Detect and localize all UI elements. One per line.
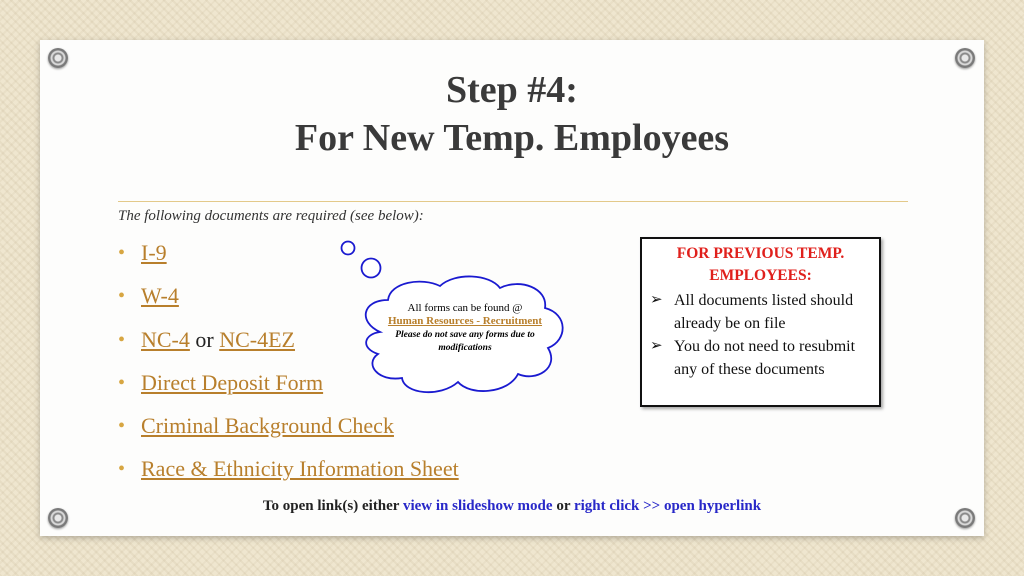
bullet-icon: •	[118, 285, 126, 308]
previous-employees-box	[640, 237, 881, 407]
slide-title-line1: Step #4:	[446, 69, 578, 111]
bullet-icon: •	[118, 328, 126, 351]
link-i9[interactable]: I-9	[141, 240, 167, 265]
link-nc4[interactable]: NC-4	[141, 326, 190, 352]
bullet-icon: •	[118, 242, 126, 264]
list-item	[650, 335, 871, 381]
rivet-top-left-icon	[48, 48, 68, 68]
slide-title-line2: For New Temp. Employees	[294, 117, 730, 159]
bubble-text	[385, 302, 545, 355]
thought-dot-large	[362, 259, 381, 278]
title-divider	[118, 201, 908, 202]
list-item	[650, 289, 871, 335]
bullet-icon: •	[118, 415, 126, 438]
previous-employees-heading: FOR PREVIOUS TEMP. EMPLOYEES:	[676, 245, 845, 284]
footer-or: or	[556, 498, 571, 514]
link-nc4ez[interactable]: NC-4EZ	[219, 326, 295, 352]
link-race-ethnicity[interactable]: Race & Ethnicity Information Sheet	[141, 456, 459, 482]
or-text: or	[195, 326, 214, 352]
intro-text: The following documents are required (see below):	[118, 208, 424, 224]
footer-prefix: To open link(s) either	[262, 498, 400, 514]
slide-card	[40, 40, 984, 536]
bullet-icon: •	[118, 458, 126, 481]
previous-item-text: You do not need to resubmit any of these documents	[674, 338, 856, 378]
rivet-top-right-icon	[955, 48, 975, 68]
footer-instructions	[40, 498, 984, 515]
hr-recruitment-link[interactable]: Human Resources - Recruitment	[387, 315, 543, 327]
footer-option-right-click: right click >> open hyperlink	[573, 498, 762, 514]
previous-item-text: All documents listed should already be on file	[674, 292, 854, 332]
previous-employees-list	[650, 289, 871, 381]
bubble-note: Please do not save any forms due to modifications	[395, 330, 535, 353]
link-direct-deposit[interactable]: Direct Deposit Form	[141, 369, 324, 395]
arrow-bullet-icon: ➢	[650, 338, 663, 354]
bullet-icon: •	[118, 371, 126, 394]
list-item	[118, 454, 459, 497]
link-w4[interactable]: W-4	[141, 283, 179, 309]
footer-option-slideshow: view in slideshow mode	[402, 498, 553, 514]
link-background-check[interactable]: Criminal Background Check	[141, 413, 394, 439]
thought-dot-medium	[342, 242, 355, 255]
arrow-bullet-icon: ➢	[650, 292, 663, 308]
bubble-line1: All forms can be found @	[407, 302, 523, 314]
